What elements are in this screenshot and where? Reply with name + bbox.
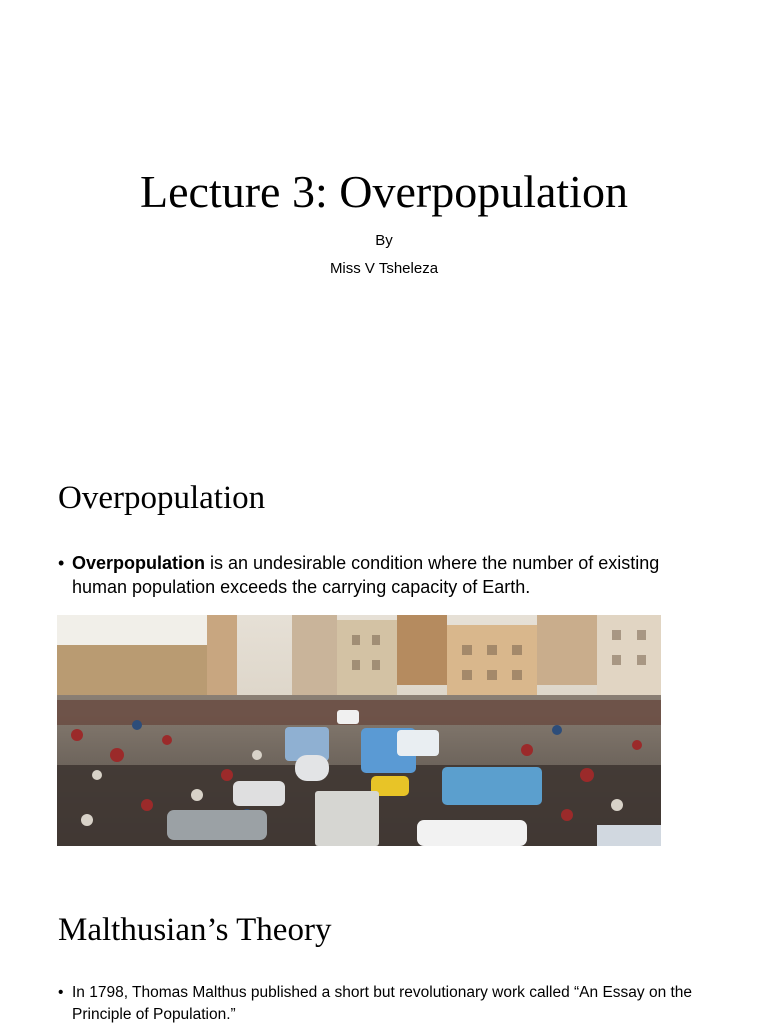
overpopulation-heading: Overpopulation [58, 480, 266, 516]
overpopulation-definition [58, 551, 712, 599]
malthusian-theory-heading: Malthusian’s Theory [58, 912, 332, 948]
author-name: Miss V Tsheleza [329, 260, 439, 277]
definition-term: Overpopulation [72, 553, 206, 573]
definition-text: is an undesirable condition where the number of existing human population exceeds the carrying capacity of Earth. [72, 553, 660, 597]
crowded-street-photo [57, 615, 661, 846]
lecture-title: Lecture 3: Overpopulation [140, 166, 628, 217]
malthus-bullet [58, 982, 722, 1026]
by-label: By [375, 232, 393, 249]
malthus-text: In 1798, Thomas Malthus published a short but revolutionary work called “An Essay on the Principle of Population.” [72, 984, 693, 1023]
bullet-icon: • [58, 984, 64, 1001]
bullet-icon: • [58, 553, 65, 573]
crowded-street-illustration [57, 615, 661, 846]
